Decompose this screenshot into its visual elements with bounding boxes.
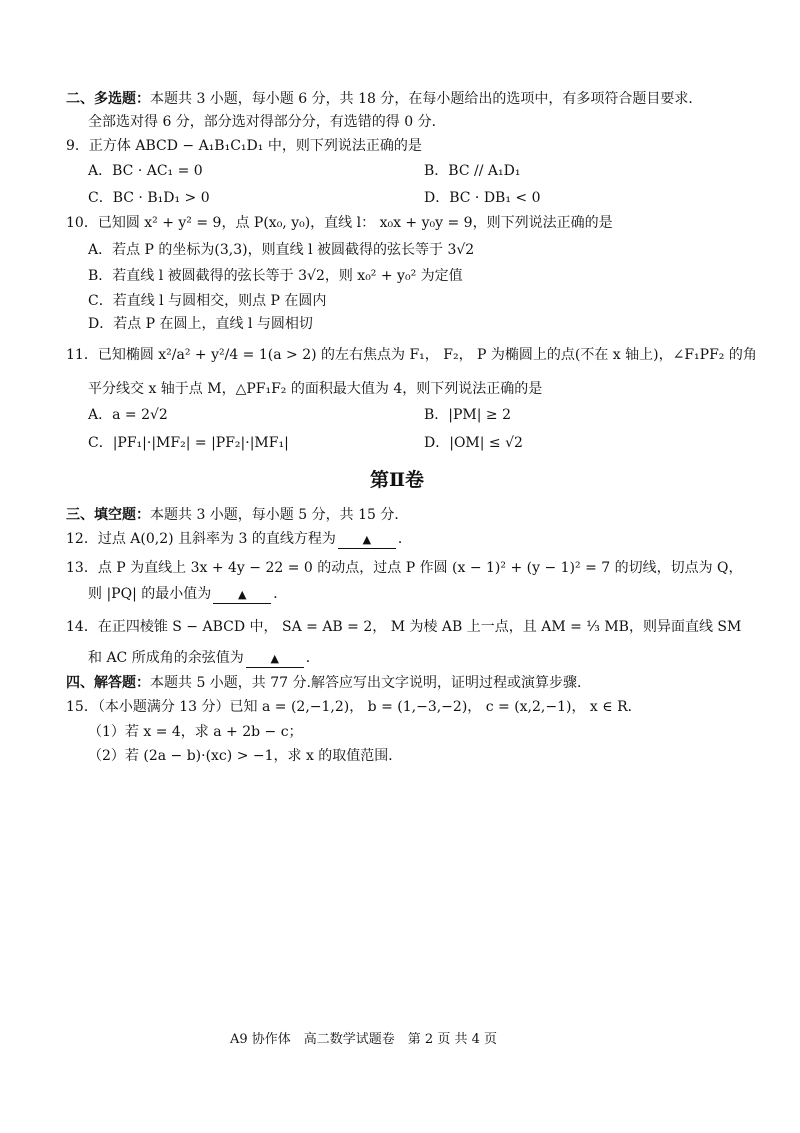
q10-option-c: C．若直线 l 与圆相交，则点 P 在圆内 xyxy=(88,293,327,309)
q13-stem-line2: 则 |PQ| 的最小值为 xyxy=(88,586,212,602)
q14-end: ． xyxy=(305,650,320,666)
q12-stem: 12．过点 A(0,2) 且斜率为 3 的直线方程为 xyxy=(66,531,336,547)
q10-option-d: D．若点 P 在圆上，直线 l 与圆相切 xyxy=(88,316,313,332)
q12-answer-blank xyxy=(338,531,396,549)
triangle-icon: ▲ xyxy=(238,588,247,601)
q14-answer-blank xyxy=(246,650,304,668)
q14-stem-line2: 和 AC 所成角的余弦值为 xyxy=(88,650,244,666)
q10-stem: 10．已知圆 x² + y² = 9，点 P(x₀, y₀)，直线 l： x₀x + y₀y = 9，则下列说法正确的是 xyxy=(66,215,613,231)
section4-title: 四、解答题： xyxy=(66,675,150,691)
q11-option-b: B．|PM| ≥ 2 xyxy=(424,407,512,423)
triangle-icon: ▲ xyxy=(362,533,372,546)
q11-option-d: D．|OM| ≤ √2 xyxy=(424,435,523,451)
q13-answer-blank xyxy=(213,586,271,604)
section2-instructions: 本题共 3 小题，每小题 6 分，共 18 分，在每小题给出的选项中，有多项符合题目要求． xyxy=(150,91,703,107)
section2-title: 二、多选题： xyxy=(66,91,150,107)
section3-instructions: 本题共 3 小题，每小题 5 分，共 15 分． xyxy=(150,507,409,523)
section2-instructions-line2: 全部选对得 6 分，部分选对得部分分，有选错的得 0 分． xyxy=(88,114,446,130)
q9-option-b: B．BC // A₁D₁ xyxy=(424,163,521,179)
q12 xyxy=(66,529,412,549)
q14-line2 xyxy=(88,648,320,668)
q9-stem: 9．正方体 ABCD − A₁B₁C₁D₁ 中，则下列说法正确的是 xyxy=(66,138,422,154)
q9-option-a: A．BC · AC₁ = 0 xyxy=(88,163,203,179)
q15-part2: （2）若 (2a − b)·(xc) > −1，求 x 的取值范围． xyxy=(88,748,403,764)
q9-option-d: D．BC · DB₁ < 0 xyxy=(424,190,541,206)
section3-header xyxy=(66,505,408,525)
section3-title: 三、填空题： xyxy=(66,507,150,523)
q13-stem: 13．点 P 为直线上 3x + 4y − 22 = 0 的动点，过点 P 作圆 (x − 1)² + (y − 1)² = 7 的切线，切点为 Q， xyxy=(66,560,743,576)
volume2-title: 第Ⅱ卷 xyxy=(370,469,425,491)
q10-option-b: B．若直线 l 被圆截得的弦长等于 3√2，则 x₀² + y₀² 为定值 xyxy=(88,268,463,284)
q11-stem-line2: 平分线交 x 轴于点 M，△PF₁F₂ 的面积最大值为 4，则下列说法正确的是 xyxy=(88,381,543,397)
q15-stem: 15．（本小题满分 13 分）已知 a = (2,−1,2)， b = (1,−3,−2)， c = (x,2,−1)， x ∈ R． xyxy=(66,699,642,715)
triangle-icon: ▲ xyxy=(270,652,279,665)
q11-option-c: C．|PF₁|·|MF₂| = |PF₂|·|MF₁| xyxy=(88,435,289,451)
q11-stem: 11．已知椭圆 x²/a² + y²/4 = 1(a > 2) 的左右焦点为 F₁， F₂， P 为椭圆上的点(不在 x 轴上)，∠F₁PF₂ 的角 xyxy=(66,347,757,363)
q14-stem: 14．在正四棱锥 S − ABCD 中， SA = AB = 2， M 为棱 AB 上一点，且 AM = ⅓ MB，则异面直线 SM xyxy=(66,619,742,635)
section4-instructions: 本题共 5 小题，共 77 分.解答应写出文字说明，证明过程或演算步骤． xyxy=(150,675,591,691)
q11-option-a: A．a = 2√2 xyxy=(88,407,168,423)
section4-header xyxy=(66,673,591,693)
section2-header xyxy=(66,89,702,109)
q15-part1: （1）若 x = 4，求 a + 2b − c； xyxy=(88,724,303,740)
q13-line2 xyxy=(88,584,287,604)
page-footer: A9 协作体 高二数学试题卷 第 2 页 共 4 页 xyxy=(230,1032,497,1047)
q9-option-c: C．BC · B₁D₁ > 0 xyxy=(88,190,210,206)
q13-end: ． xyxy=(273,586,288,602)
q12-end: ． xyxy=(397,531,412,547)
q10-option-a: A．若点 P 的坐标为(3,3)，则直线 l 被圆截得的弦长等于 3√2 xyxy=(88,242,475,258)
